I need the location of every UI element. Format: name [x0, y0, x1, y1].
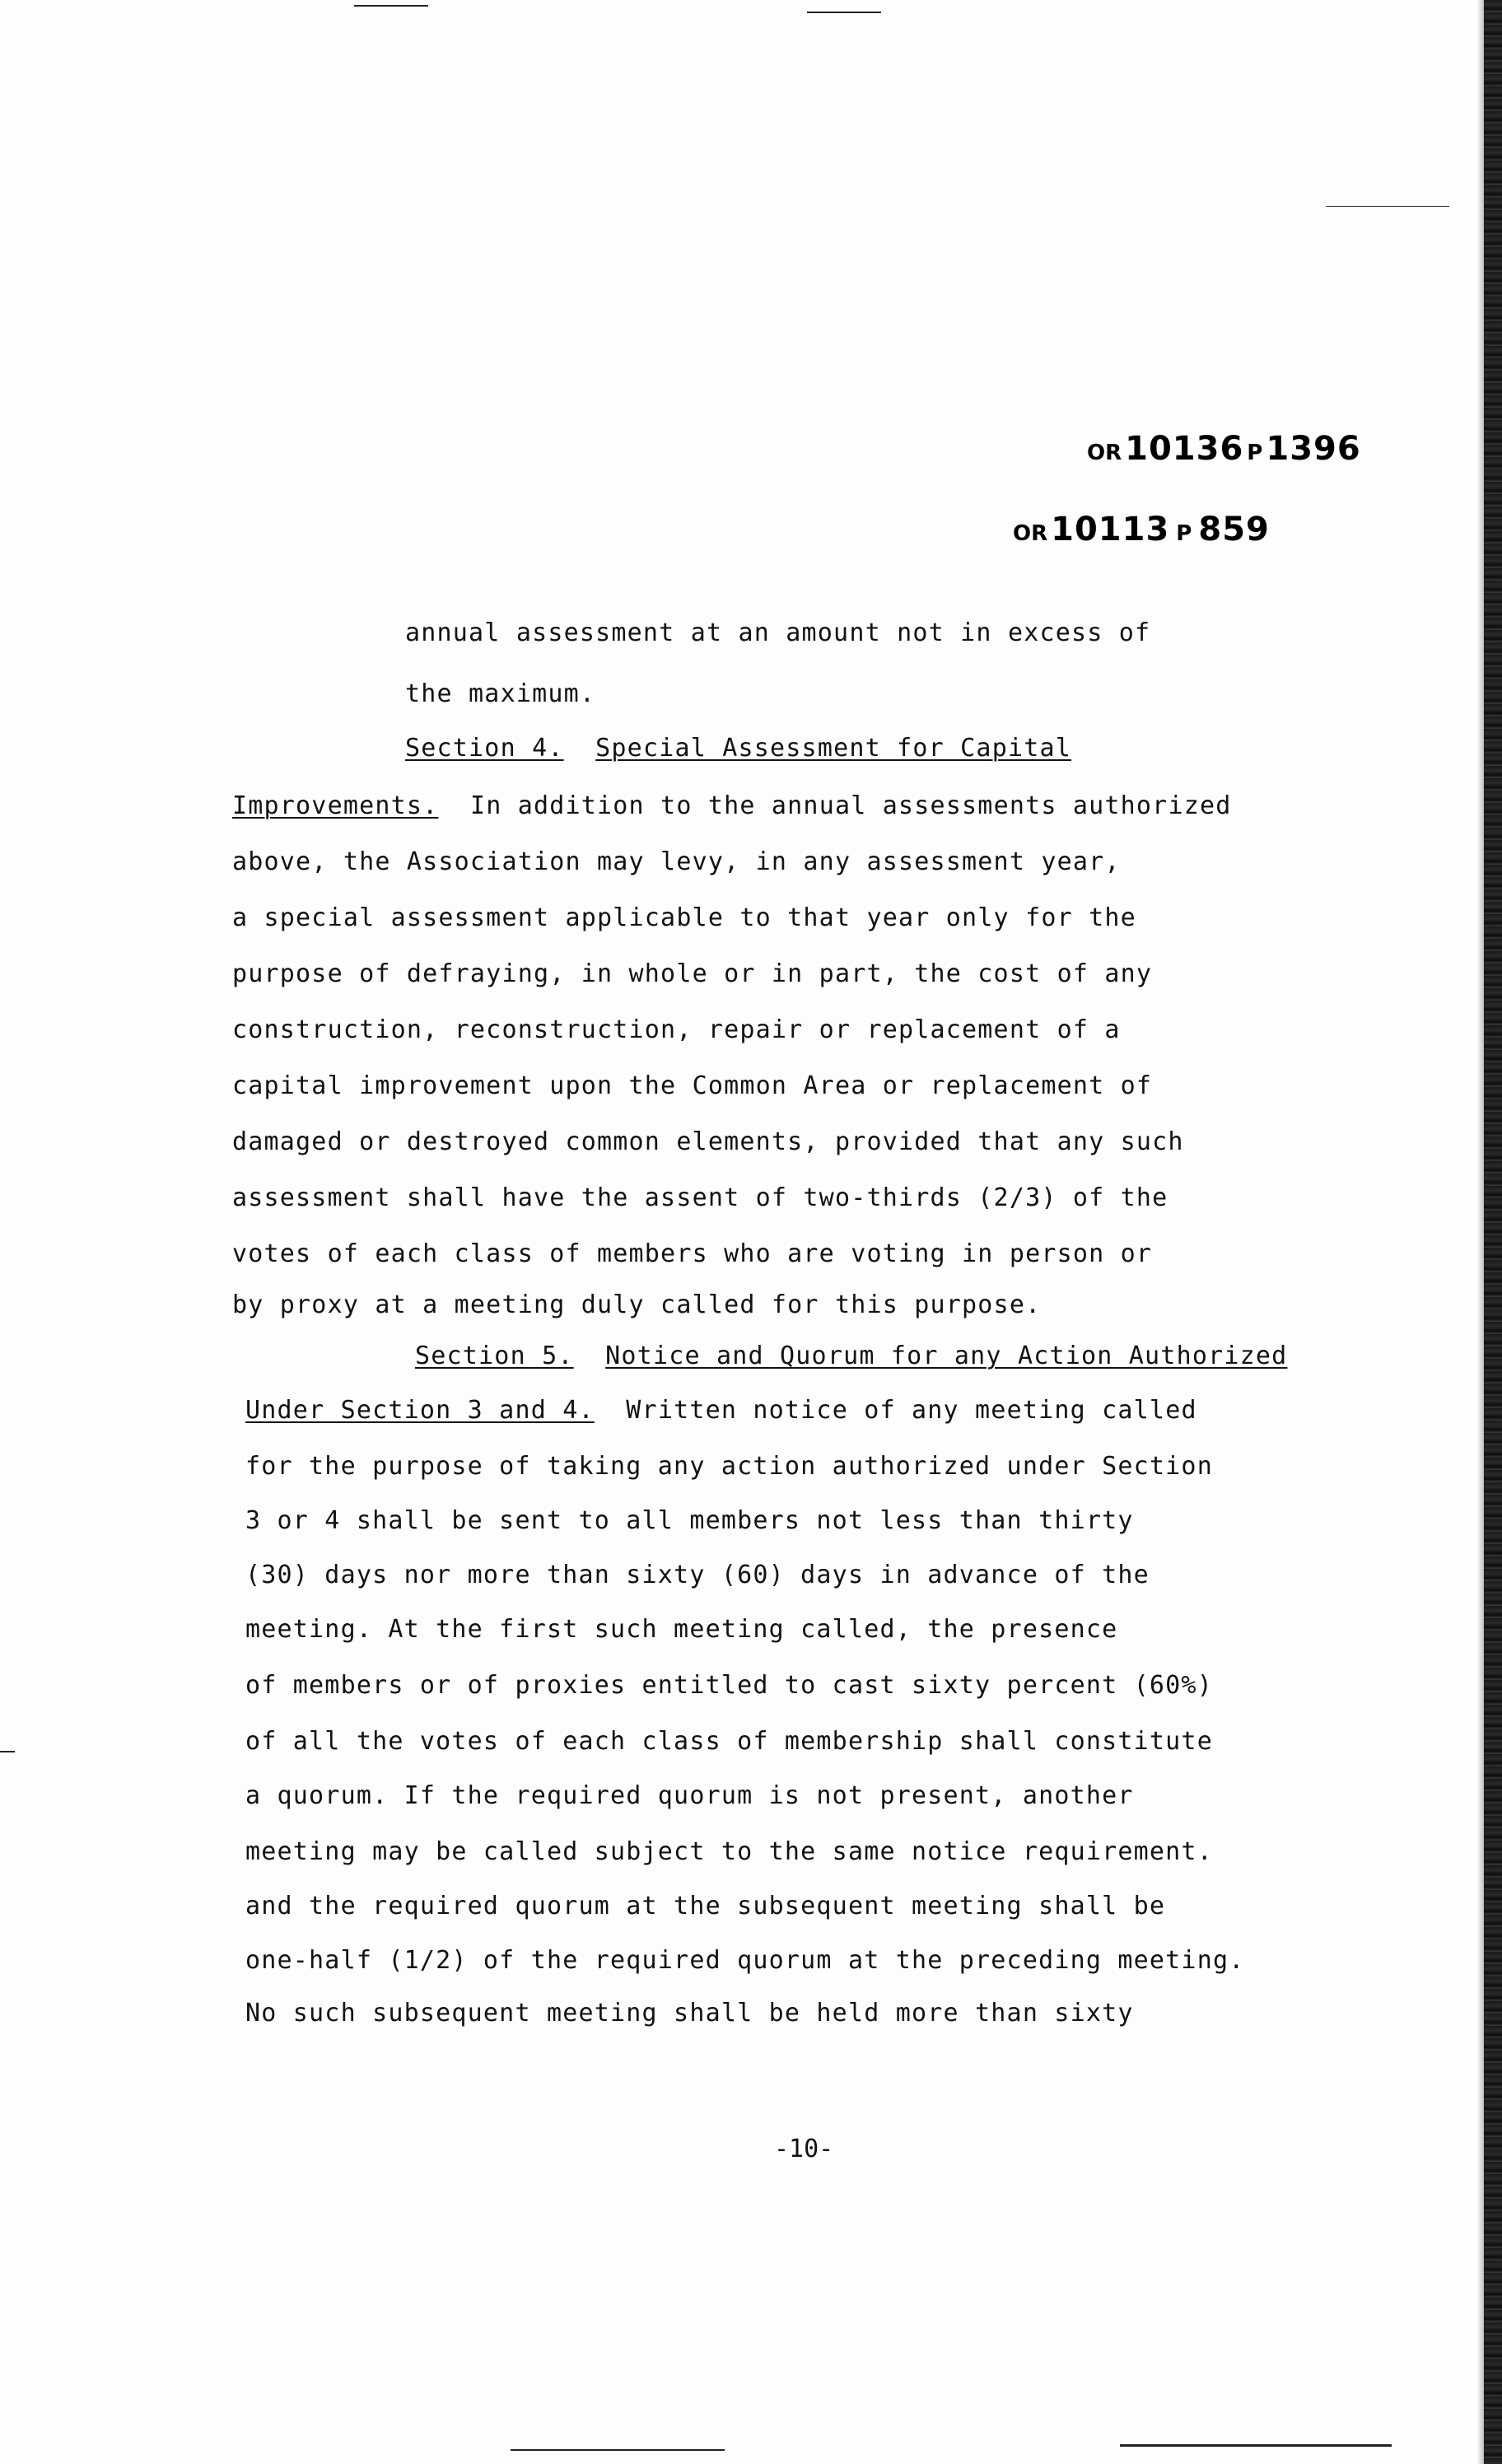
official-record-stamp-bottom: OR 10113 P 859	[1013, 511, 1270, 548]
page-number: -10-	[774, 2135, 834, 2163]
section-5-title: Notice and Quorum for any Action Authorized	[605, 1342, 1288, 1370]
text-line: construction, reconstruction, repair or replacement of a	[232, 1015, 1121, 1044]
text-line: meeting may be called subject to the same notice requirement.	[245, 1837, 1213, 1866]
section-5-heading	[415, 1342, 1287, 1370]
text-line: of all the votes of each class of membership shall constitute	[245, 1727, 1213, 1756]
text-line: meeting. At the first such meeting called, the presence	[245, 1615, 1118, 1644]
text-line: 3 or 4 shall be sent to all members not less than thirty	[245, 1506, 1134, 1535]
scan-edge-shadow	[1477, 0, 1484, 2464]
scan-edge	[1484, 0, 1502, 2464]
scan-speck	[511, 2449, 725, 2451]
section-4-number: Section 4.	[405, 734, 564, 763]
section-5-number: Section 5.	[415, 1342, 574, 1370]
text-line: and the required quorum at the subsequent meeting shall be	[245, 1892, 1166, 1920]
section-5-title-cont: Under Section 3 and 4.	[245, 1396, 595, 1425]
text-line: a quorum. If the required quorum is not present, another	[245, 1781, 1134, 1810]
section-4-heading	[405, 735, 1071, 763]
scan-speck	[354, 5, 428, 7]
text-line: the maximum.	[405, 679, 596, 708]
text-line: of members or of proxies entitled to cast sixty percent (60%)	[245, 1671, 1213, 1700]
text-line: by proxy at a meeting duly called for this purpose.	[232, 1290, 1042, 1319]
text-line: one-half (1/2) of the required quorum at the preceding meeting.	[245, 1946, 1245, 1975]
text-line: No such subsequent meeting shall be held more than sixty	[245, 1999, 1134, 2028]
text-line: votes of each class of members who are voting in person or	[232, 1239, 1153, 1268]
text-line: (30) days nor more than sixty (60) days in advance of the	[245, 1561, 1150, 1589]
section-4-title-cont: Improvements.	[232, 791, 439, 820]
scan-speck	[1120, 2444, 1392, 2447]
text-line: capital improvement upon the Common Area or replacement of	[232, 1071, 1153, 1100]
official-record-stamp-top: OR 10136 P 1396	[1087, 430, 1361, 468]
text-line: above, the Association may levy, in any assessment year,	[232, 847, 1121, 876]
text-line: for the purpose of taking any action authorized under Section	[245, 1452, 1213, 1481]
text-line: assessment shall have the assent of two-thirds (2/3) of the	[232, 1183, 1168, 1212]
text-line: purpose of defraying, in whole or in part, the cost of any	[232, 959, 1153, 988]
scan-speck	[807, 12, 881, 13]
text-line: annual assessment at an amount not in excess of	[405, 618, 1151, 647]
scan-speck	[1326, 206, 1449, 207]
text-line: Improvements. In addition to the annual assessments authorized	[232, 791, 1232, 820]
text-line: damaged or destroyed common elements, provided that any such	[232, 1127, 1184, 1156]
text-line: Under Section 3 and 4. Written notice of any meeting called	[245, 1396, 1197, 1425]
text-line: a special assessment applicable to that year only for the	[232, 903, 1136, 932]
section-4-title: Special Assessment for Capital	[595, 734, 1072, 763]
scan-speck	[0, 1751, 15, 1752]
